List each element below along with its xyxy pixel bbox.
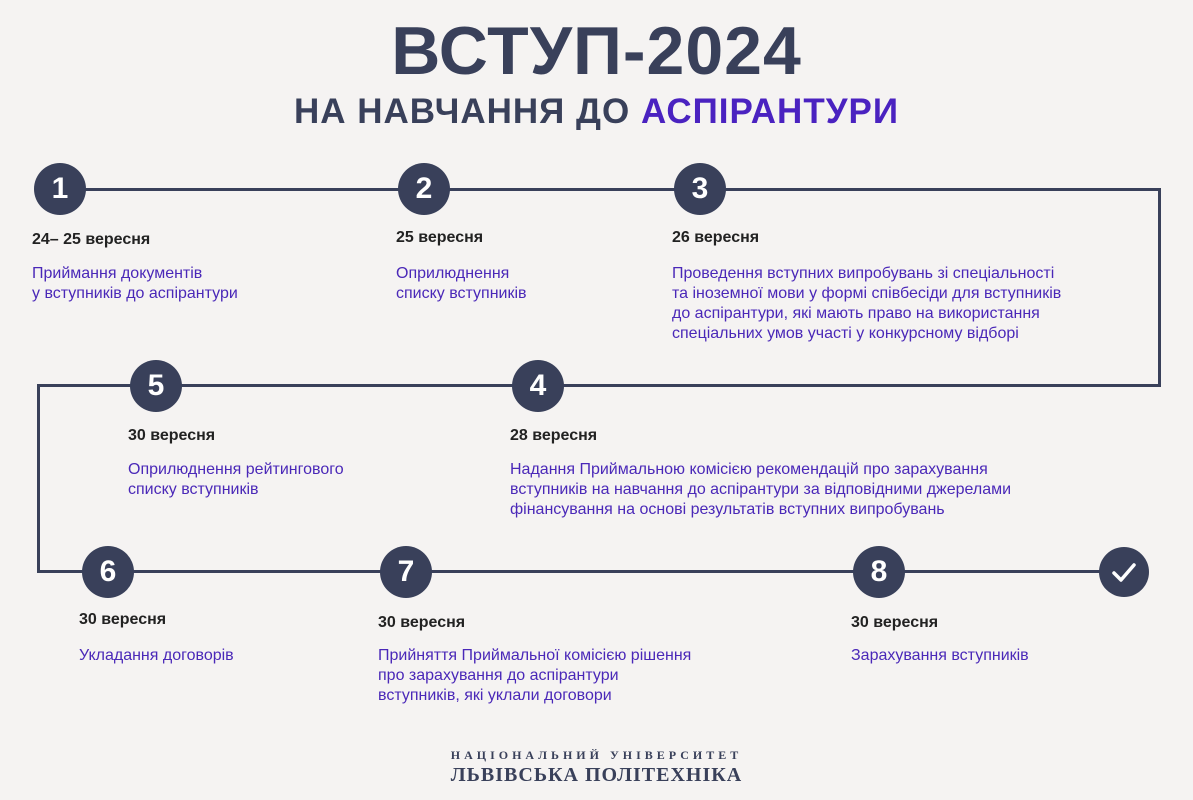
step-6-line-1: Укладання договорів	[79, 647, 234, 664]
step-1-description	[32, 264, 238, 304]
step-3-date: 26 вересня	[672, 229, 760, 246]
step-1-marker: 1	[35, 164, 85, 214]
university-type-label: НАЦІОНАЛЬНИЙ УНІВЕРСИТЕТ	[450, 748, 743, 762]
step-7-line-1: Прийняття Приймальної комісією рішення	[378, 647, 692, 664]
checkmark-glyph	[1108, 556, 1140, 588]
step-7-line-3: вступників, які уклали договори	[378, 687, 612, 704]
step-3-line-3: до аспірантури, які мають право на використання	[672, 305, 1040, 322]
step-5-marker: 5	[131, 361, 181, 411]
step-4-line-1: Надання Приймальною комісією рекомендацій про зарахування	[510, 461, 988, 478]
checkmark-icon	[1099, 547, 1149, 597]
step-7-date: 30 вересня	[378, 614, 466, 631]
step-6-description	[79, 646, 234, 666]
step-4-line-3: фінансування на основі результатів вступних випробувань	[510, 501, 945, 518]
step-6-date: 30 вересня	[79, 611, 167, 628]
step-8-description	[851, 646, 1029, 666]
step-5-date: 30 вересня	[128, 427, 216, 444]
step-4-marker: 4	[513, 361, 563, 411]
step-5-line-2: списку вступників	[128, 481, 259, 498]
step-6-marker: 6	[83, 547, 133, 597]
step-1-date: 24– 25 вересня	[32, 231, 151, 248]
timeline-line-row2	[37, 384, 1161, 387]
step-7-line-2: про зарахування до аспірантури	[378, 667, 619, 684]
page-title: ВСТУП-2024	[391, 13, 802, 89]
step-8-date: 30 вересня	[851, 614, 939, 631]
step-1-line-2: у вступників до аспірантури	[32, 285, 238, 302]
page-subtitle	[0, 92, 1193, 132]
step-3-marker: 3	[675, 164, 725, 214]
university-name-label: ЛЬВІВСЬКА ПОЛІТЕХНІКА	[450, 764, 743, 786]
step-8-line-1: Зарахування вступників	[851, 647, 1029, 664]
timeline-line-right-vertical	[1158, 188, 1161, 386]
step-5-line-1: Оприлюднення рейтингового	[128, 461, 344, 478]
step-3-line-2: та іноземної мови у формі співбесіди для вступників	[672, 285, 1062, 302]
step-2-line-1: Оприлюднення	[396, 265, 510, 282]
step-4-date: 28 вересня	[510, 427, 598, 444]
timeline-line-row1	[60, 188, 1160, 191]
step-5-description	[128, 460, 344, 500]
step-3-line-1: Проведення вступних випробувань зі спеціальності	[672, 265, 1055, 282]
step-3-line-4: спеціальних умов участі у конкурсному відборі	[672, 325, 1019, 342]
step-2-line-2: списку вступників	[396, 285, 527, 302]
step-4-description	[510, 460, 1011, 520]
step-8-marker: 8	[854, 547, 904, 597]
step-7-marker: 7	[381, 547, 431, 597]
subtitle-accent: АСПІРАНТУРИ	[640, 92, 899, 131]
step-4-line-2: вступників на навчання до аспірантури за відповідними джерелами	[510, 481, 1012, 498]
step-2-date: 25 вересня	[396, 229, 484, 246]
step-3-description	[672, 264, 1061, 344]
step-7-description	[378, 646, 691, 706]
timeline-line-row3	[37, 570, 1127, 573]
timeline-line-left-vertical	[37, 384, 40, 573]
subtitle-prefix: НА НАВЧАННЯ ДО	[293, 92, 631, 131]
step-2-description	[396, 264, 527, 304]
step-1-line-1: Приймання документів	[32, 265, 203, 282]
step-2-marker: 2	[399, 164, 449, 214]
